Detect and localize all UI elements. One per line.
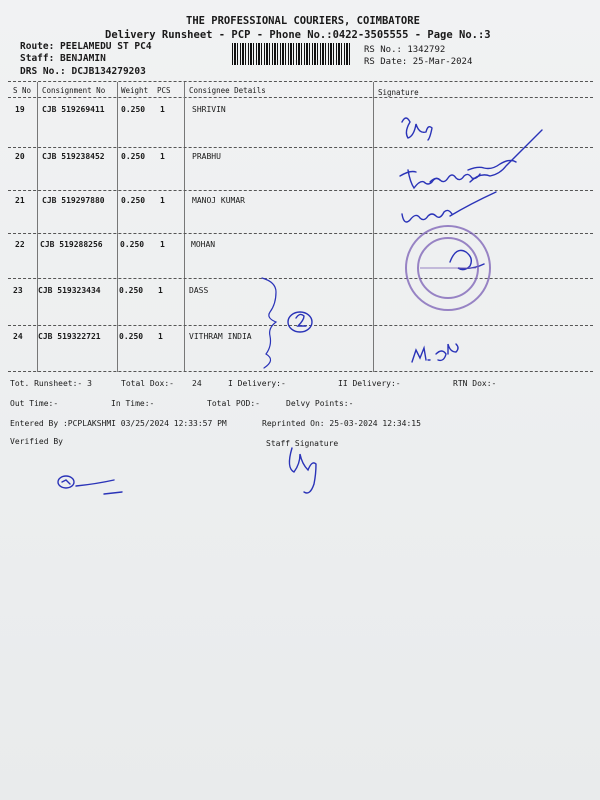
rs-date: RS Date: 25-Mar-2024 (364, 57, 473, 67)
rs-number: RS No.: 1342792 (364, 45, 446, 55)
row-pcs: 1 (160, 196, 165, 205)
signature-mark (470, 130, 542, 182)
signature-mark (402, 118, 432, 140)
row-weight: 0.250 (119, 286, 144, 295)
row-pcs: 1 (160, 105, 165, 114)
col-weight: Weight (121, 86, 149, 95)
route: Route: PEELAMEDU ST PC4 (20, 41, 152, 52)
signature-mark (430, 174, 480, 182)
digit-two-mark (296, 314, 306, 326)
circle-mark (58, 476, 74, 488)
row-pcs: 1 (158, 332, 163, 341)
row-sno: 20 (15, 152, 25, 161)
col-sno: S No (13, 86, 32, 95)
row-consignment: CJB 519288256 (40, 240, 103, 249)
out-time: Out Time:- (10, 399, 59, 408)
row-consignee: MANOJ KUMAR (192, 196, 245, 205)
row-sno: 24 (13, 332, 23, 341)
staff: Staff: BENJAMIN (20, 53, 106, 64)
col-consignment: Consignment No (42, 86, 106, 95)
total-pod: Total POD:- (207, 399, 260, 408)
signature-mark (450, 192, 496, 216)
col-pcs: PCS (157, 86, 171, 95)
bracket-mark (262, 278, 276, 368)
row-sno: 19 (15, 105, 25, 114)
company-name: THE PROFESSIONAL COURIERS, COIMBATORE (186, 15, 420, 27)
col-consignee: Consignee Details (189, 86, 266, 95)
runsheet-subtitle: Delivery Runsheet - PCP - Phone No.:0422-3505555 - Page No.:3 (105, 29, 491, 41)
row-weight: 0.250 (121, 105, 146, 114)
reprinted-on: Reprinted On: 25-03-2024 12:34:15 (262, 419, 421, 428)
entered-by: Entered By :PCPLAKSHMI 03/25/2024 12:33:57 PM (10, 419, 227, 428)
row-pcs: 1 (160, 152, 165, 161)
in-time: In Time:- (111, 399, 155, 408)
total-dox-label: Total Dox:- (121, 379, 174, 388)
row-sno: 21 (15, 196, 25, 205)
total-dox-value: 24 (192, 379, 202, 388)
row-consignee: DASS (189, 286, 209, 295)
row-sno: 22 (15, 240, 25, 249)
row-consignment: CJB 519269411 (42, 105, 105, 114)
ii-delivery: II Delivery:- (338, 379, 401, 388)
row-pcs: 1 (158, 286, 163, 295)
col-signature: Signature (378, 88, 419, 97)
signature-mark (412, 344, 458, 362)
drs-number: DRS No.: DCJB134279203 (20, 66, 146, 77)
row-consignment: CJB 519297880 (42, 196, 105, 205)
row-weight: 0.250 (121, 196, 146, 205)
signature-mark (289, 448, 316, 493)
total-runsheet: Tot. Runsheet:- 3 (10, 379, 92, 388)
row-consignment: CJB 519323434 (38, 286, 101, 295)
delvy-points: Delvy Points:- (286, 399, 354, 408)
row-weight: 0.250 (120, 240, 145, 249)
row-consignee: PRABHU (192, 152, 221, 161)
stamp (406, 226, 490, 310)
signature-mark (468, 160, 516, 170)
i-delivery: I Delivery:- (228, 379, 286, 388)
row-weight: 0.250 (119, 332, 144, 341)
rtn-dox: RTN Dox:- (453, 379, 497, 388)
row-consignee: VITHRAM INDIA (189, 332, 252, 341)
row-consignee: SHRIVIN (192, 105, 226, 114)
row-pcs: 1 (160, 240, 165, 249)
row-consignee: MOHAN (191, 240, 216, 249)
verified-by: Verified By (10, 437, 63, 446)
row-sno: 23 (13, 286, 23, 295)
row-consignment: CJB 519238452 (42, 152, 105, 161)
signature-mark (402, 210, 452, 222)
staff-signature-label: Staff Signature (266, 439, 339, 448)
row-consignment: CJB 519322721 (38, 332, 101, 341)
row-weight: 0.250 (121, 152, 146, 161)
